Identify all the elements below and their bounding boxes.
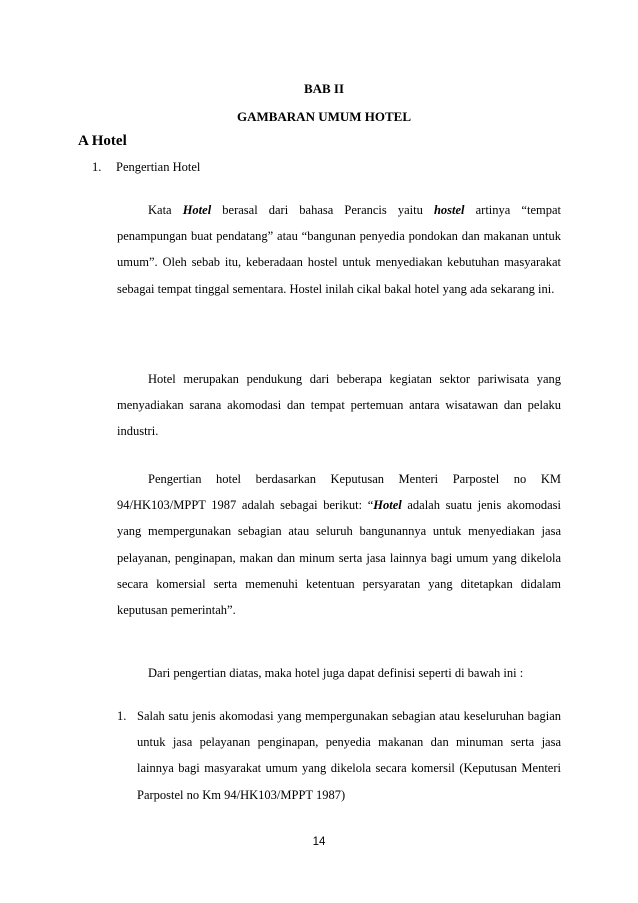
page-number: 14 [312, 836, 326, 848]
list-item [117, 703, 561, 808]
paragraph-hotel-support: Hotel merupakan pendukung dari beberapa kegiatan sektor pariwisata yang menyadiakan sarana akomodasi dan tempat pertemuan antara wisatawan dan pelaku industri. [117, 372, 561, 439]
chapter-title: GAMBARAN UMUM HOTEL [236, 109, 412, 124]
list-item-marker: 1. [117, 709, 127, 723]
paragraph-definition-regulation: Pengertian hotel berdasarkan Keputusan Menteri Parpostel no KM 94/HK103/MPPT 1987 adalah sebagai berikut: “Hotel adalah suatu jenis akomodasi yang mempergunakan sebagian atau seluruh bangunannya untuk menyediakan jasa pelayanan, penginapan, makan dan minum serta jasa lainnya bagi umum yang dikelola secara komersial serta memenuhi ketentuan persyaratan yang ditetapkan didalam keputusan pemerintah”. [117, 472, 561, 618]
definition-list [117, 703, 561, 808]
subsection-number: 1. [92, 160, 102, 174]
subsection-title: Pengertian Hotel [116, 160, 201, 174]
subsection-heading [92, 160, 200, 175]
emphasis-hotel: Hotel [182, 203, 212, 217]
emphasis-hostel: hostel [433, 203, 465, 217]
section-heading: A Hotel [78, 133, 127, 149]
paragraph-definition-origin: Kata Hotel berasal dari bahasa Perancis yaitu hostel artinya “tempat penampungan buat pendatang” atau “bangunan penyedia pondokan dan makanan untuk umum”. Oleh sebab itu, keberadaan hostel untuk menyediakan kebutuhan masyarakat sebagai tempat tinggal sementara. Hostel inilah cikal bakal hotel yang ada sekarang ini. [117, 203, 561, 296]
chapter-heading [0, 81, 638, 125]
paragraph-intro-list: Dari pengertian diatas, maka hotel juga dapat definisi seperti di bawah ini : [148, 666, 524, 680]
chapter-number: BAB II [303, 81, 345, 96]
emphasis-hotel-2: Hotel [373, 498, 402, 513]
list-item-text: Salah satu jenis akomodasi yang mempergunakan sebagian atau keseluruhan bagian untuk jasa pelayanan penginapan, penyedia makanan dan minuman serta jasa lainnya bagi masyarakat umum yang dikelola secara komersil (Keputusan Menteri Parpostel no Km 94/HK103/MPPT 1987) [137, 709, 561, 802]
